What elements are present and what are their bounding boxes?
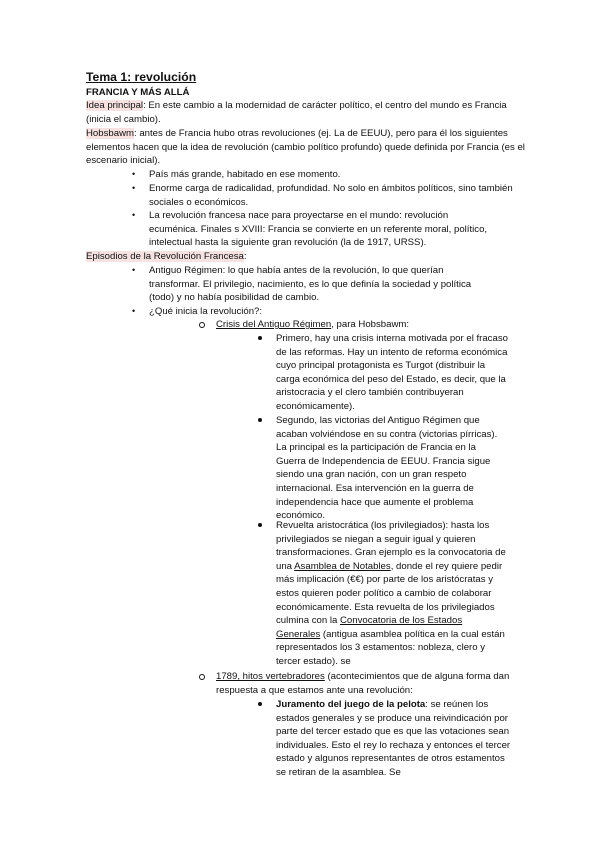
list-item: Enorme carga de radicalidad, profundidad. No solo en ámbitos políticos, sino también sociales o económicos.	[149, 183, 513, 208]
bullet-icon: •	[132, 210, 136, 220]
crisis-label: Crisis del Antiguo Régimen	[216, 319, 332, 330]
list-item: Segundo, las victorias del Antiguo Régimen que acaban volviéndose en su contra (victorias pírricas). La principal es la participación de Francia en la Guerra de Independencia de EEUU. Francia sigue siendo una gran nación, con un gran respeto internacional. Esa intervención en la guerra de independencia hace que aumente el problema económico.	[276, 415, 498, 522]
hitos-label: 1789, hitos vertebradores	[216, 671, 325, 682]
idea-label: Idea principal	[86, 100, 144, 111]
estados-generales-link: Convocatoria de los Estados Generales	[276, 615, 463, 640]
circle-bullet-icon	[199, 674, 205, 680]
episodios-colon: :	[243, 251, 247, 262]
revuelta-text-b: , donde el rey quiere pedir más implicación (€€) por parte de los aristócratas y estos quieren poder político a cambio de colaborar económicamente. Esta revuelta de los privilegiados culmina con la	[276, 560, 503, 627]
list-item: ¿Qué inicia la revolución?:	[149, 306, 263, 317]
bullet-icon: •	[132, 306, 136, 316]
crisis-rest: , para Hobsbawm:	[331, 319, 410, 330]
square-bullet-icon	[258, 418, 262, 422]
bullet-icon: •	[132, 183, 136, 193]
list-item-juramento	[276, 698, 516, 780]
square-bullet-icon	[258, 702, 262, 706]
hobsbawm-label: Hobsbawm	[86, 128, 134, 139]
revuelta-text-a: Revuelta aristocrática (los privilegiados): hasta los privilegiados se niegan a seguir igual y quieren transformaciones. Gran ejemplo es la convocatoria de una	[276, 520, 506, 572]
square-bullet-icon	[258, 523, 262, 527]
hobsbawm-text: : antes de Francia hubo otras revoluciones (ej. La de EEUU), pero para él los siguientes elementos hacen que la idea de revolución (cambio político profundo) quede definida por Francia (es el escenario inicial).	[86, 128, 525, 167]
list-item: Antiguo Régimen: lo que había antes de la revolución, lo que querían transformar. El privilegio, nacimiento, es lo que definía la sociedad y política (todo) y no había posibilidad de cambio.	[149, 265, 472, 304]
circle-bullet-icon	[199, 322, 205, 328]
list-item: La revolución francesa nace para proyectarse en el mundo: revolución ecuménica. Finales s XVIII: Francia se convierte en un referente moral, político, intelectual hasta la siguiente gran revolución (la de 1917, URSS).	[149, 210, 488, 249]
list-item: Primero, hay una crisis interna motivada por el fracaso de las reformas. Hay un intento de reforma económica cuyo principal protagonista es Turgot (distribuir la carga económica del peso del Estado, es decir, que la aristocracia y el clero también contribuyeran económicamente).	[276, 333, 508, 412]
list-item-revuelta	[276, 519, 508, 669]
juramento-text: : se reúnen los estados generales y se produce una reivindicación por parte del tercer estado que es que las votaciones sean individuales. Esto el rey lo rechaza y entonces el tercer estado y algunos representantes de otros estamentos se retiran de la asamblea. Se	[276, 699, 511, 778]
idea-text: : En este cambio a la modernidad de carácter político, el centro del mundo es Francia (inicia el cambio).	[86, 100, 507, 125]
episodios-label: Episodios de la Revolución Francesa	[86, 251, 244, 262]
revuelta-text-c: (antigua asamblea política en la cual están representados los 3 estamentos: nobleza, clero y tercer estado). se	[276, 628, 505, 667]
hobsbawm-paragraph	[86, 127, 526, 168]
hitos-rest: (acontecimientos que de alguna forma dan respuesta a que estamos ante una revolución:	[216, 671, 510, 696]
idea-paragraph	[86, 99, 526, 126]
crisis-heading	[216, 318, 516, 332]
bullet-icon: •	[132, 169, 136, 179]
asamblea-notables-link: Asamblea de Notables	[294, 560, 391, 572]
list-item: País más grande, habitado en ese momento.	[149, 169, 341, 180]
episodios-heading	[86, 250, 526, 264]
bullet-icon: •	[132, 265, 136, 275]
juramento-label: Juramento del juego de la pelota	[276, 699, 426, 710]
page-subtitle: FRANCIA Y MÁS ALLÁ	[86, 87, 190, 98]
page-title: Tema 1: revolución	[86, 70, 197, 84]
square-bullet-icon	[258, 336, 262, 340]
hitos-heading	[216, 670, 516, 697]
